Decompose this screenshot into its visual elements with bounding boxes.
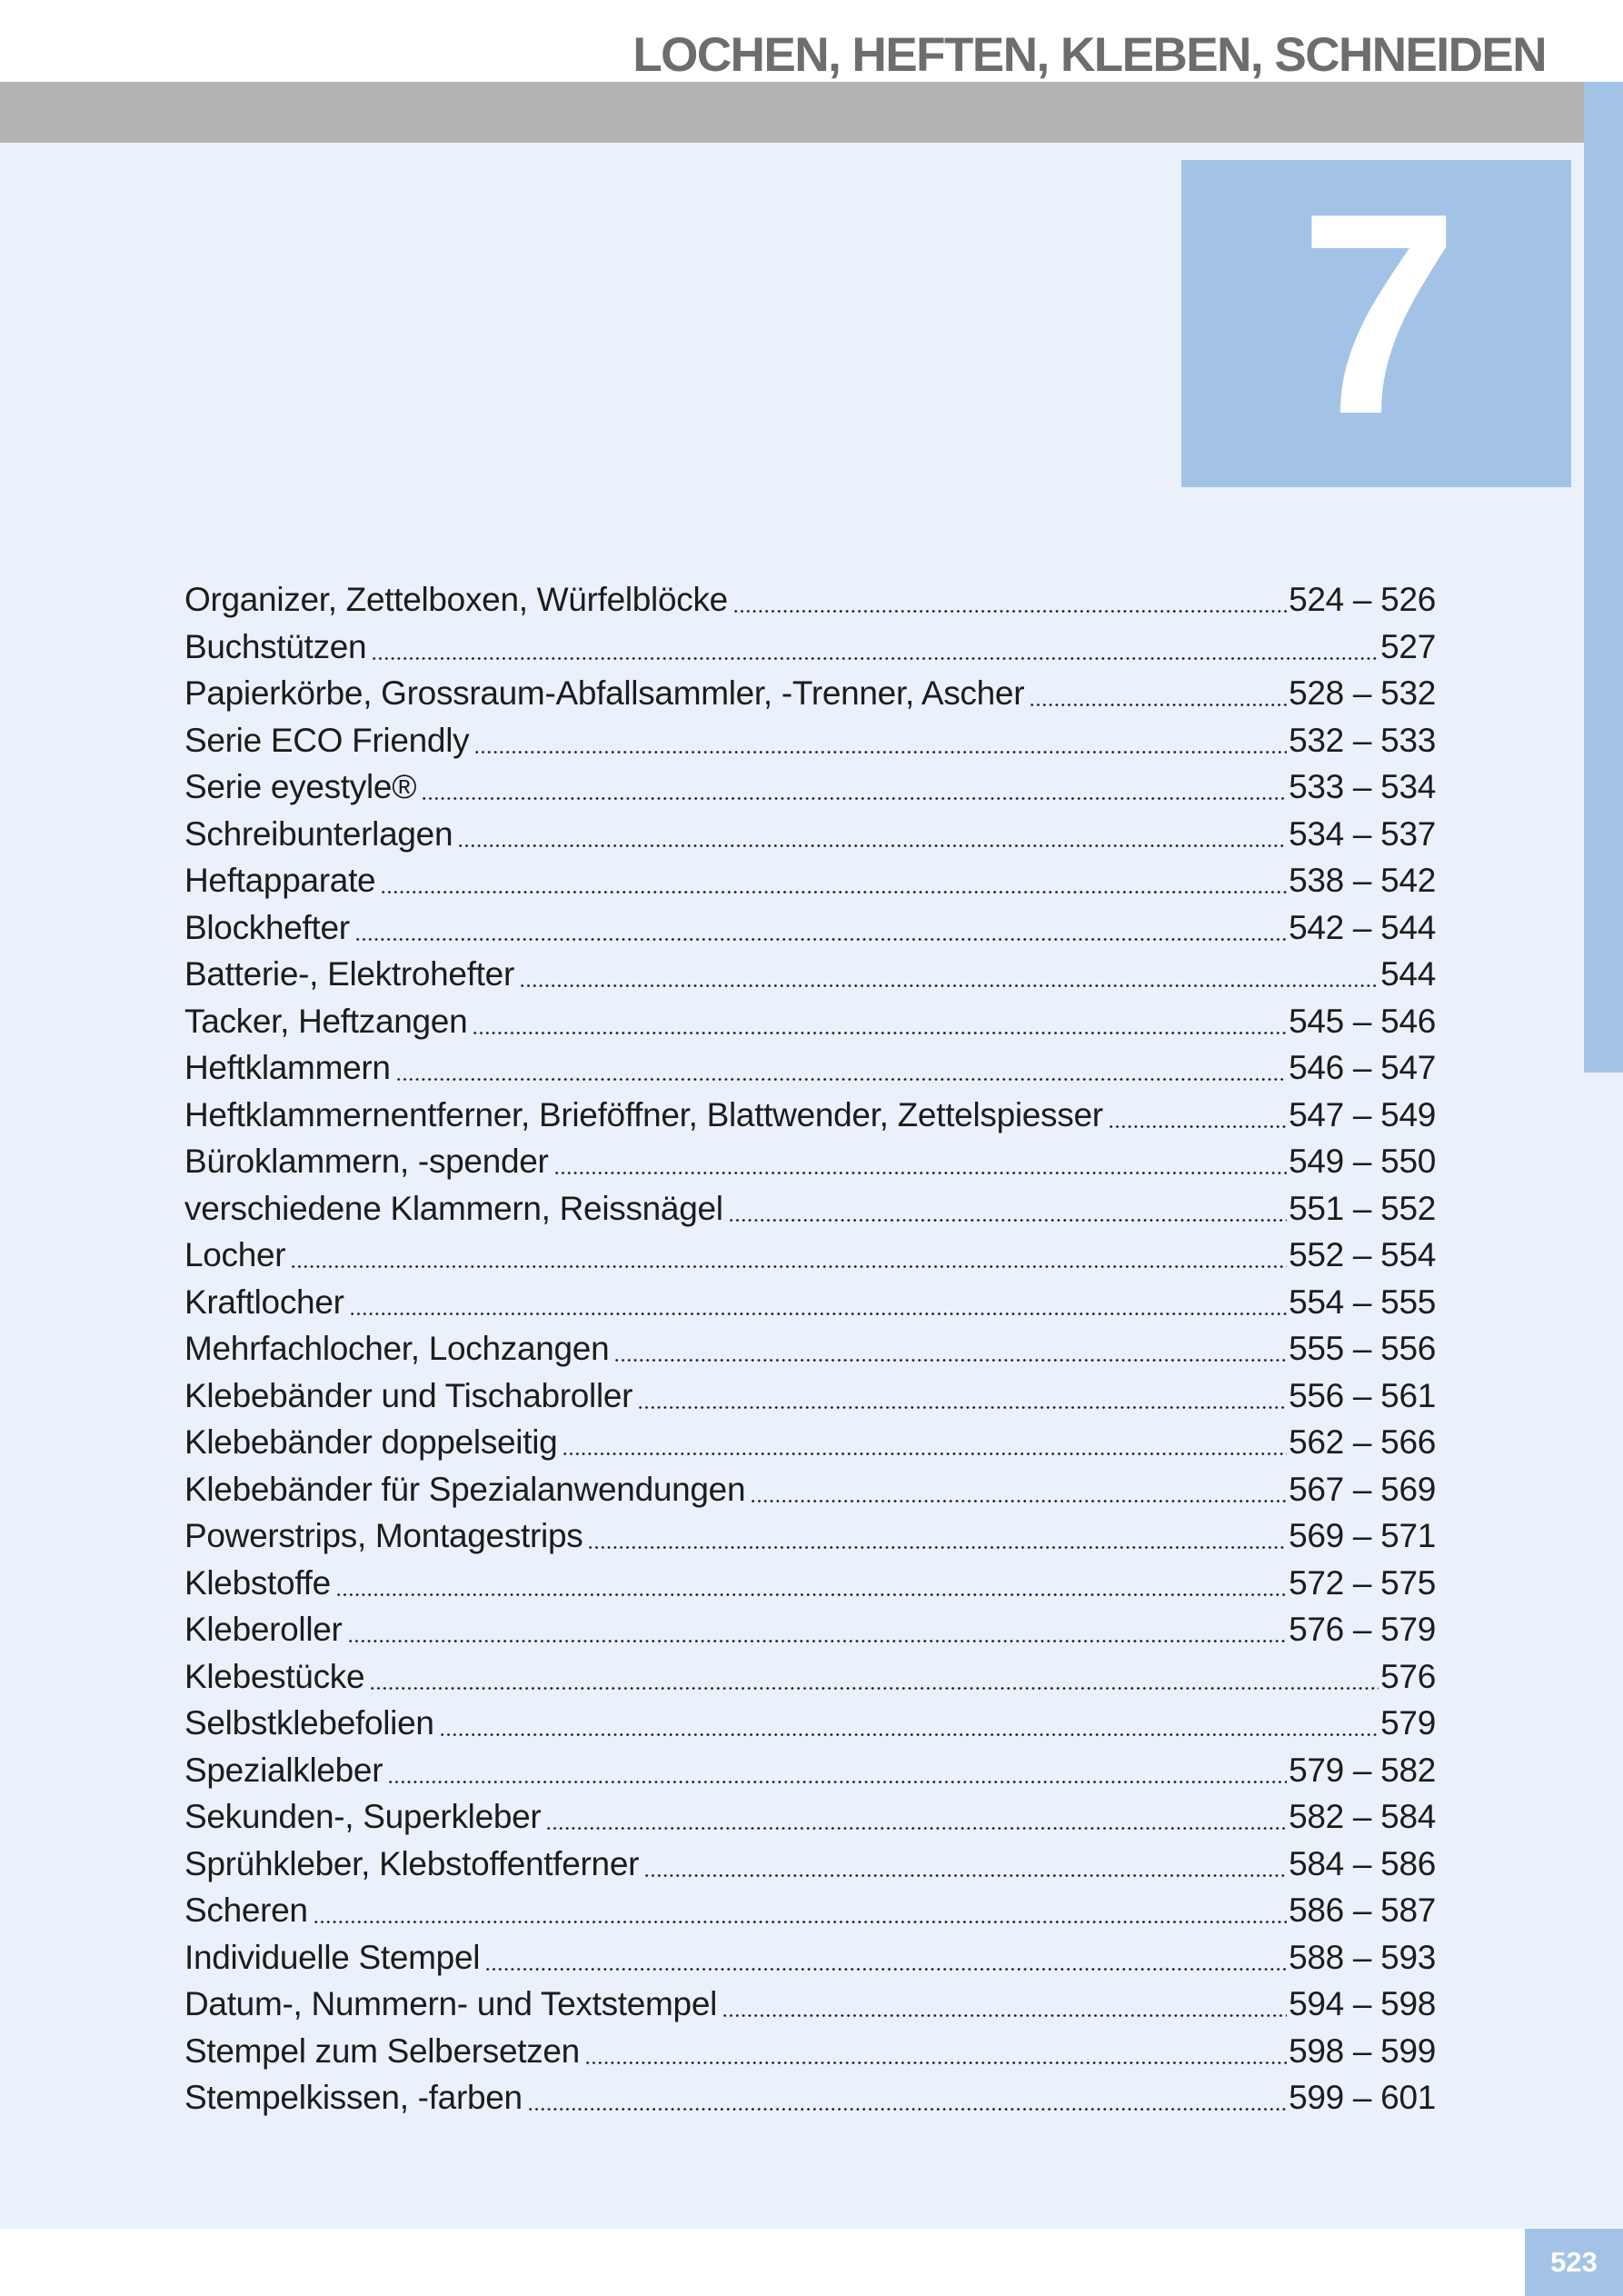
toc-entry-pages: 576 xyxy=(1380,1657,1436,1695)
toc-entry xyxy=(184,624,1436,671)
toc-entry-label: Schreibunterlagen xyxy=(184,814,453,853)
page-number: 523 xyxy=(1550,2246,1598,2278)
toc-dot-leader xyxy=(389,1747,1287,1794)
toc-entry-label: Heftapparate xyxy=(184,862,376,899)
toc-dot-leader xyxy=(1110,1092,1287,1139)
toc-entry-label: Stempelkissen, -farben xyxy=(184,2079,523,2116)
toc-dot-leader xyxy=(441,1700,1379,1747)
toc-entry-pages: 552 – 554 xyxy=(1289,1236,1436,1273)
toc-dot-leader xyxy=(292,1232,1287,1279)
toc-entry-pages: 599 – 601 xyxy=(1289,2079,1436,2116)
toc-entry xyxy=(184,1981,1436,2028)
toc-entry xyxy=(184,1092,1436,1139)
toc-list xyxy=(184,576,1436,2121)
toc-dot-leader xyxy=(351,1279,1287,1326)
toc-entry-label: Heftklammern xyxy=(184,1049,391,1086)
toc-dot-leader xyxy=(382,857,1287,904)
toc-entry-pages: 549 – 550 xyxy=(1289,1143,1436,1180)
toc-entry-label: Organizer, Zettelboxen, Würfelblöcke xyxy=(184,581,728,618)
toc-entry xyxy=(184,1185,1436,1233)
toc-dot-leader xyxy=(459,811,1287,858)
toc-entry-pages: 584 – 586 xyxy=(1289,1844,1436,1882)
toc-entry xyxy=(184,670,1436,717)
toc-entry xyxy=(184,1512,1436,1560)
toc-entry-pages: 538 – 542 xyxy=(1289,862,1436,899)
toc-entry-pages: 546 – 547 xyxy=(1289,1049,1436,1086)
toc-entry xyxy=(184,2074,1436,2121)
toc-dot-leader xyxy=(586,2028,1287,2075)
chapter-number: 7 xyxy=(1299,154,1454,474)
toc-entry xyxy=(184,1044,1436,1092)
toc-dot-leader xyxy=(473,998,1287,1045)
toc-entry-label: Stempel zum Selbersetzen xyxy=(184,2031,580,2070)
toc-entry-pages: 542 – 544 xyxy=(1289,908,1436,946)
toc-entry xyxy=(184,1747,1436,1794)
toc-entry-pages: 567 – 569 xyxy=(1289,1470,1436,1508)
toc-entry xyxy=(184,1373,1436,1420)
toc-dot-leader xyxy=(349,1606,1288,1653)
toc-entry-label: Sprühkleber, Klebstoffentferner xyxy=(184,1844,640,1882)
toc-entry-label: Kleberoller xyxy=(184,1611,343,1648)
chapter-number-box xyxy=(1181,154,1571,487)
toc-entry-pages: 569 – 571 xyxy=(1289,1517,1436,1554)
toc-entry-label: Blockhefter xyxy=(184,908,350,946)
toc-entry-label: Serie eyestyle® xyxy=(184,768,417,805)
toc-entry xyxy=(184,764,1436,811)
toc-dot-leader xyxy=(563,1419,1287,1466)
toc-entry-pages: 544 xyxy=(1380,955,1436,993)
toc-entry-pages: 572 – 575 xyxy=(1289,1563,1436,1602)
toc-entry-pages: 582 – 584 xyxy=(1289,1798,1436,1835)
toc-entry-label: Datum-, Nummern- und Textstempel xyxy=(184,1985,718,2022)
toc-dot-leader xyxy=(639,1373,1287,1420)
toc-entry-label: Tacker, Heftzangen xyxy=(184,1002,468,1040)
toc-entry-pages: 551 – 552 xyxy=(1289,1189,1436,1227)
toc-dot-leader xyxy=(337,1560,1287,1607)
toc-entry xyxy=(184,1841,1436,1888)
toc-entry-label: Klebebänder und Tischabroller xyxy=(184,1376,633,1414)
toc-entry-label: Papierkörbe, Grossraum-Abfallsammler, -Trenner, Ascher xyxy=(184,674,1025,712)
toc-entry-pages: 576 – 579 xyxy=(1289,1611,1436,1648)
toc-dot-leader xyxy=(645,1841,1287,1888)
toc-entry xyxy=(184,717,1436,764)
toc-dot-leader xyxy=(555,1138,1288,1185)
toc-entry-pages: 555 – 556 xyxy=(1289,1330,1436,1367)
toc-entry xyxy=(184,1934,1436,1982)
toc-entry-pages: 528 – 532 xyxy=(1289,674,1436,712)
toc-entry xyxy=(184,1560,1436,1607)
toc-entry-pages: 534 – 537 xyxy=(1289,814,1436,853)
toc-dot-leader xyxy=(475,717,1287,764)
toc-entry-pages: 533 – 534 xyxy=(1289,768,1436,805)
toc-dot-leader xyxy=(1031,670,1287,717)
toc-entry-label: Individuelle Stempel xyxy=(184,1938,481,1976)
toc-dot-leader xyxy=(373,624,1379,671)
toc-entry xyxy=(184,1606,1436,1653)
toc-entry xyxy=(184,1887,1436,1934)
toc-dot-leader xyxy=(521,951,1379,998)
toc-entry-label: Klebebänder für Spezialanwendungen xyxy=(184,1470,746,1508)
toc-entry-pages: 579 – 582 xyxy=(1289,1751,1436,1789)
toc-dot-leader xyxy=(529,2074,1287,2121)
toc-entry-label: Locher xyxy=(184,1236,286,1273)
toc-entry xyxy=(184,576,1436,624)
toc-entry-pages: 524 – 526 xyxy=(1289,581,1436,618)
toc-entry-pages: 562 – 566 xyxy=(1289,1423,1436,1461)
header-divider-bar xyxy=(0,82,1584,143)
toc-entry-pages: 527 xyxy=(1380,627,1436,665)
toc-entry-label: Spezialkleber xyxy=(184,1751,383,1789)
toc-entry-label: Kraftlocher xyxy=(184,1283,344,1321)
toc-entry xyxy=(184,904,1436,952)
toc-dot-leader xyxy=(730,1185,1287,1233)
toc-entry xyxy=(184,998,1436,1045)
toc-entry xyxy=(184,811,1436,858)
toc-entry xyxy=(184,857,1436,904)
toc-entry-pages: 594 – 598 xyxy=(1289,1985,1436,2022)
toc-entry-label: Scheren xyxy=(184,1892,308,1929)
toc-entry xyxy=(184,1653,1436,1701)
toc-entry-label: Klebebänder doppelseitig xyxy=(184,1423,558,1461)
toc-entry xyxy=(184,1232,1436,1279)
toc-entry-label: Selbstklebefolien xyxy=(184,1704,434,1742)
toc-dot-leader xyxy=(486,1934,1287,1982)
toc-dot-leader xyxy=(547,1793,1287,1841)
toc-entry xyxy=(184,1279,1436,1326)
toc-entry-label: verschiedene Klammern, Reissnägel xyxy=(184,1189,723,1227)
toc-entry xyxy=(184,1138,1436,1185)
toc-entry-pages: 598 – 599 xyxy=(1289,2031,1436,2070)
toc-entry-label: Serie ECO Friendly xyxy=(184,721,470,759)
toc-entry xyxy=(184,2028,1436,2075)
toc-entry-pages: 554 – 555 xyxy=(1289,1283,1436,1321)
toc-dot-leader xyxy=(723,1981,1287,2028)
toc-entry-pages: 532 – 533 xyxy=(1289,721,1436,759)
toc-dot-leader xyxy=(589,1512,1287,1560)
page-number-badge xyxy=(1525,2229,1623,2296)
toc-entry-label: Powerstrips, Montagestrips xyxy=(184,1517,583,1554)
toc-dot-leader xyxy=(314,1887,1287,1934)
toc-entry-label: Mehrfachlocher, Lochzangen xyxy=(184,1330,610,1367)
toc-dot-leader xyxy=(371,1653,1379,1701)
toc-entry-label: Heftklammernentferner, Brieföffner, Blattwender, Zettelspiesser xyxy=(184,1095,1103,1133)
toc-entry-label: Sekunden-, Superkleber xyxy=(184,1798,542,1835)
toc-dot-leader xyxy=(752,1466,1287,1513)
toc-entry xyxy=(184,951,1436,998)
toc-entry-pages: 586 – 587 xyxy=(1289,1892,1436,1929)
toc-dot-leader xyxy=(356,904,1287,952)
toc-entry xyxy=(184,1793,1436,1841)
toc-entry-pages: 545 – 546 xyxy=(1289,1002,1436,1040)
toc-dot-leader xyxy=(734,576,1287,624)
toc-entry-label: Klebstoffe xyxy=(184,1563,331,1602)
toc-entry-pages: 556 – 561 xyxy=(1289,1376,1436,1414)
toc-entry xyxy=(184,1466,1436,1513)
toc-dot-leader xyxy=(615,1325,1287,1373)
toc-entry xyxy=(184,1700,1436,1747)
toc-dot-leader xyxy=(423,764,1287,811)
toc-entry xyxy=(184,1325,1436,1373)
toc-entry-label: Batterie-, Elektrohefter xyxy=(184,955,514,993)
chapter-edge-tab xyxy=(1584,82,1623,1073)
toc-entry-label: Buchstützen xyxy=(184,627,367,665)
page-title: LOCHEN, HEFTEN, KLEBEN, SCHNEIDEN xyxy=(632,28,1546,82)
toc-entry xyxy=(184,1419,1436,1466)
toc-entry-label: Klebestücke xyxy=(184,1657,365,1695)
toc-dot-leader xyxy=(397,1044,1287,1092)
toc-entry-pages: 547 – 549 xyxy=(1289,1095,1436,1133)
toc-entry-pages: 588 – 593 xyxy=(1289,1938,1436,1976)
toc-entry-label: Büroklammern, -spender xyxy=(184,1143,549,1180)
toc-entry-pages: 579 xyxy=(1380,1704,1436,1742)
